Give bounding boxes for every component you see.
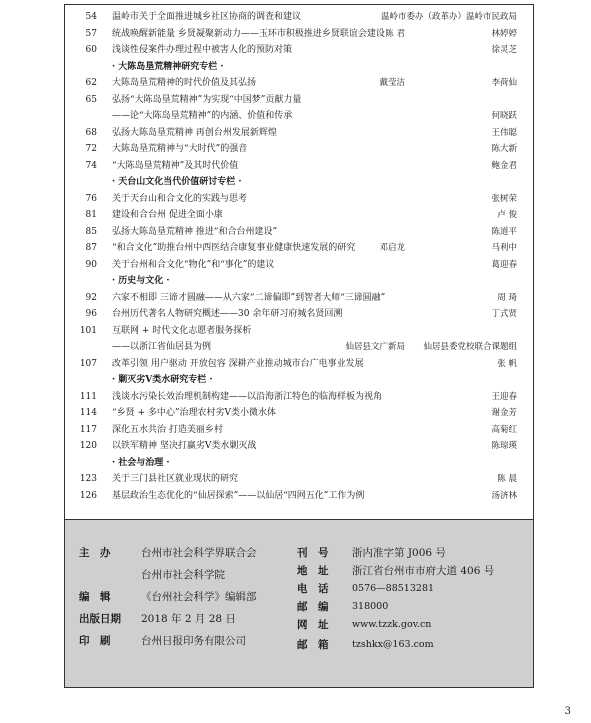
toc-entry[interactable] [65,306,533,323]
toc-entry[interactable] [65,26,533,43]
coauthor: 陈 君 [385,28,405,39]
article-title: 改革引领 用户驱动 开放包容 深耕产业推动城市台广电事业发展 [112,358,364,369]
toc-entry[interactable] [65,438,533,455]
author: 王迎春 [491,391,517,402]
page-number: 60 [85,45,97,55]
page-number: 114 [79,408,97,418]
toc-entry[interactable] [65,9,533,26]
page-number: 117 [79,424,97,435]
article-title: 关于三门县社区就业现状的研究 [112,474,239,484]
date-label: 出版日期 [79,613,121,625]
article-title: 弘扬大陈岛垦荒精神 再创台州发展新辉煌 [112,127,277,138]
page-number: 54 [85,12,97,22]
toc-entry[interactable] [65,323,533,340]
page-number: 72 [85,144,97,154]
website: www.tzzk.gov.cn [352,619,432,630]
page-number: 90 [85,259,97,270]
section-title: · 剿灭劣Ⅴ类水研究专栏 · [112,375,213,385]
section-heading [65,455,533,472]
author: 周 琦 [497,292,517,303]
colophon [65,519,533,688]
page-number: 111 [79,391,97,402]
article-title: 浅谈水污染长效治理机制构建——以沿海浙江特色的临海样板为视角 [112,391,383,402]
section-heading [65,372,533,389]
toc-entry[interactable] [65,257,533,274]
article-title: 浅谈性侵案件办理过程中被害人化的预防对策 [112,45,293,55]
toc-entry[interactable] [65,42,533,59]
page-number: 96 [85,309,97,319]
article-title: ——论“大陈岛垦荒精神”的内涵、价值和传承 [112,111,293,121]
section-heading [65,59,533,76]
toc-entry[interactable] [65,405,533,422]
article-title: 以铁军精神 坚决打赢劣Ⅴ类水剿灭战 [112,441,257,451]
article-title: 统战唤醒新能量 乡贤凝聚新动力——玉环市积极推进乡贤联谊会建设 [112,28,385,39]
article-title: 关于天台山和合文化的实践与思考 [112,193,248,204]
article-title: 关于台州和合文化“物化”和“事化”的建议 [112,259,275,270]
article-title: 互联网 + 时代文化志愿者服务探析 [112,325,252,336]
section-title: · 历史与文化 · [112,276,170,286]
article-title: “大陈岛垦荒精神”及其时代价值 [112,160,239,171]
author: 温岭市委办（政革办）温岭市民政局 [380,12,517,22]
toc-entry[interactable] [65,290,533,307]
author: 徐灵芝 [491,45,517,55]
author: 鲍金君 [491,160,517,171]
sponsor-2: 台州市社会科学院 [141,569,225,581]
author: 卢 俊 [497,210,517,220]
license: 浙内准字第 J006 号 [352,547,446,559]
page-number: 123 [79,474,97,484]
author: 丁式贤 [491,309,517,319]
address: 浙江省台州市市府大道 406 号 [352,565,495,577]
page-number: 81 [85,210,97,220]
article-title: 建设和合台州 促进全面小康 [112,210,223,220]
toc-entry[interactable] [65,75,533,92]
toc-entry[interactable] [65,339,533,356]
editor: 《台州社会科学》编辑部 [141,591,257,603]
author: 张树荣 [491,193,517,204]
page-number: 3 [564,706,571,717]
section-title: · 社会与治理 · [112,457,170,468]
section-title: · 天台山文化当代价值研讨专栏 · [112,177,242,187]
postcode: 318000 [352,601,389,612]
toc-entry[interactable] [65,92,533,109]
author: 仙居县委党校联合课题组 [423,342,517,352]
sponsor-label: 主 办 [79,547,111,559]
printer-label: 印 刷 [79,635,111,647]
page-number: 87 [85,243,97,253]
toc-entry[interactable] [65,108,533,125]
author: 葛迎春 [491,259,517,270]
author: 陈 晨 [497,474,517,484]
article-title: 六家不相即 三谛才圆融——从六家“二谛偏即”到智者大师“三谛圆融” [112,292,386,303]
sponsor-1: 台州市社会科学界联合会 [141,547,257,559]
article-title: 温岭市关于全面推进城乡社区协商的调查和建议 [112,12,302,22]
website-label: 网 址 [297,619,329,631]
toc-entry[interactable] [65,141,533,158]
page-number: 65 [85,94,97,105]
author: 陈琼瑛 [491,441,517,451]
toc-entry[interactable] [65,125,533,142]
page-number: 107 [79,358,97,369]
article-title: 大陈岛垦荒精神的时代价值及其弘扬 [112,78,257,88]
email: tzshkx@163.com [352,639,434,650]
toc-entry[interactable] [65,356,533,373]
publish-date: 2018 年 2 月 28 日 [141,613,236,625]
coauthor: 仙居县文广新局 [345,342,405,352]
author: 马利中 [491,243,517,253]
toc-entry[interactable] [65,240,533,257]
coauthor: 戴莹洁 [379,78,405,88]
author: 张 帆 [497,358,517,369]
page-frame [64,4,534,688]
article-title: 基层政治生态优化的“仙居探索”——以仙居“四网五化”工作为例 [112,490,365,501]
section-heading [65,273,533,290]
table-of-contents [65,9,533,504]
author: 陈大新 [491,144,517,154]
page-number: 62 [85,78,97,88]
page-number: 126 [79,490,97,501]
toc-entry[interactable] [65,191,533,208]
toc-entry[interactable] [65,389,533,406]
article-title: 台州历代著名人物研究概述——30 余年研习府城名贤回溯 [112,309,343,319]
author: 李荷仙 [491,78,517,88]
page-number: 76 [85,193,97,204]
toc-entry[interactable] [65,158,533,175]
section-title: · 大陈岛垦荒精神研究专栏 · [112,61,224,72]
author: 陈道平 [491,226,517,237]
toc-entry[interactable] [65,422,533,439]
author: 高菊红 [491,424,517,435]
toc-entry[interactable] [65,224,533,241]
page-number: 68 [85,127,97,138]
phone: 0576—88513281 [352,583,435,594]
author: 王伟聪 [491,127,517,138]
author: 谢金芳 [491,408,517,418]
page-number: 92 [85,292,97,303]
section-heading [65,174,533,191]
article-title: 深化五水共治 打造美丽乡村 [112,424,223,435]
address-label: 地 址 [297,565,329,577]
postcode-label: 邮 编 [297,601,329,613]
editor-label: 编 辑 [79,591,111,603]
page-number: 57 [85,28,97,39]
toc-entry[interactable] [65,207,533,224]
email-label: 邮 箱 [297,639,329,651]
printer: 台州日报印务有限公司 [141,635,246,647]
article-title: “和合文化”助推台州中西医结合康复事业健康快速发展的研究 [112,243,356,253]
article-title: ——以浙江省仙居县为例 [112,342,212,352]
author: 汤济林 [491,490,517,501]
page-number: 120 [79,441,97,451]
toc-entry[interactable] [65,488,533,505]
article-title: 大陈岛垦荒精神与“大时代”的强音 [112,144,248,154]
page-number: 101 [79,325,97,336]
article-title: “乡贤 + 多中心”治理农村劣Ⅴ类小微水体 [112,408,276,418]
phone-label: 电 话 [297,583,329,595]
toc-entry[interactable] [65,471,533,488]
article-title: 弘扬大陈岛垦荒精神 推进“和合台州建设” [112,226,278,237]
page-number: 74 [85,160,97,171]
author: 何晓跃 [491,111,517,121]
coauthor: 邓启龙 [379,243,405,253]
author: 林婷婷 [491,28,517,39]
article-title: 弘扬“大陈岛垦荒精神”为实现“中国梦”贡献力量 [112,94,302,105]
page-number: 85 [85,226,97,237]
license-label: 刊 号 [297,547,329,559]
